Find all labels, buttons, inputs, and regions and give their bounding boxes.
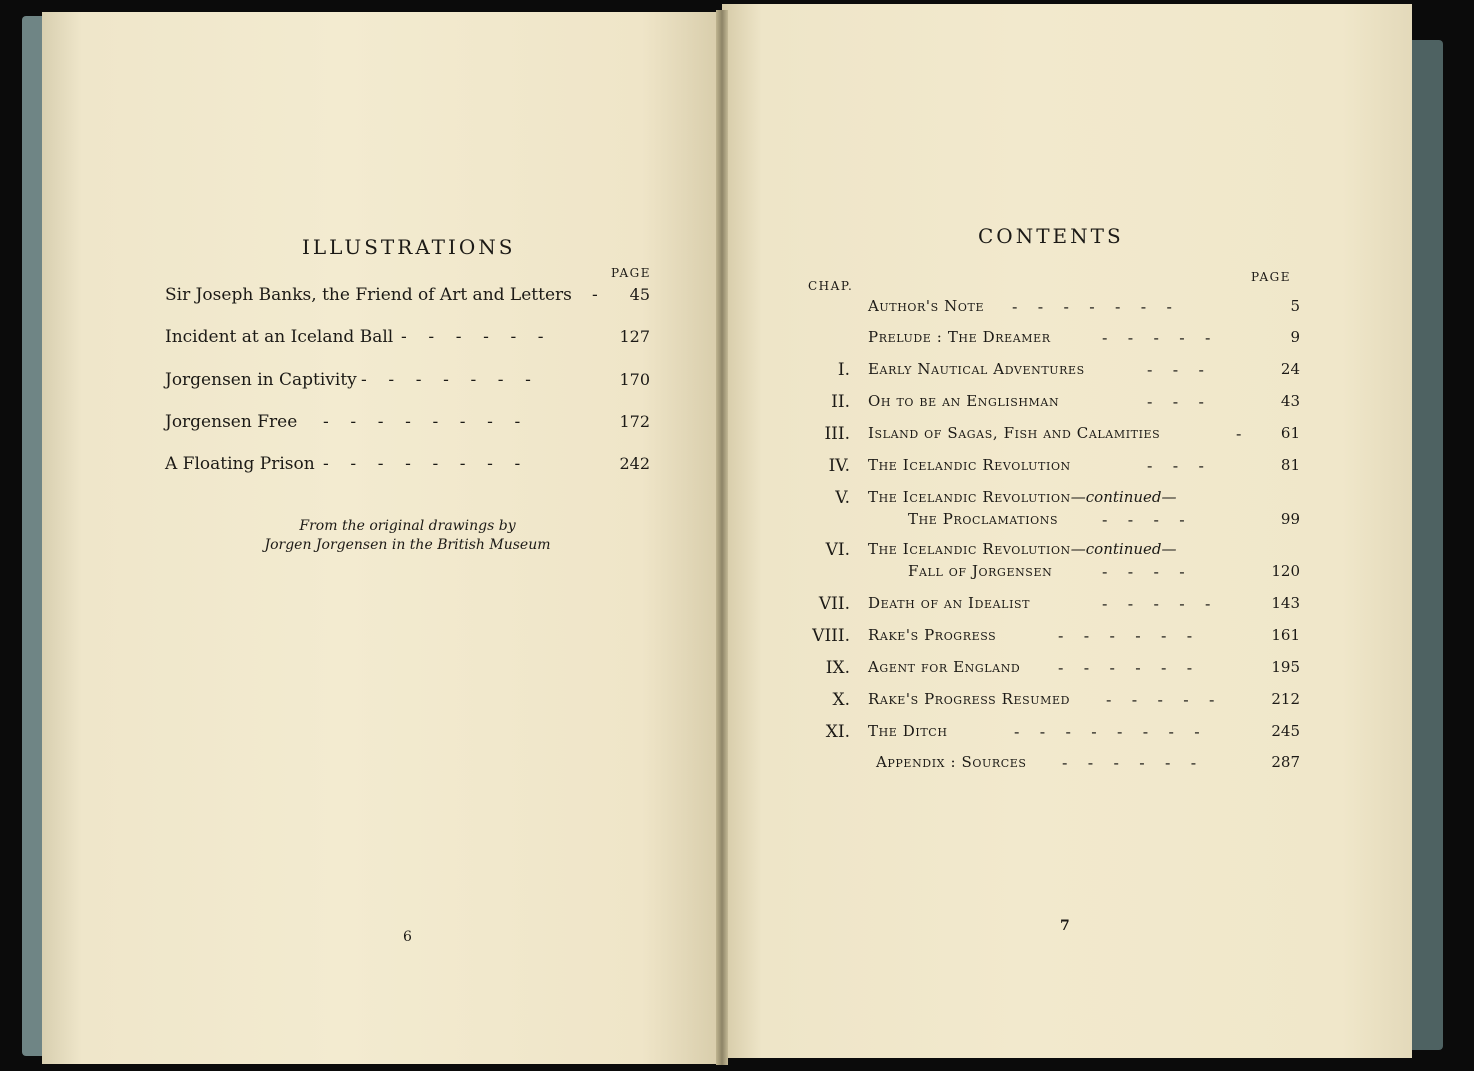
illustration-page: 45 xyxy=(629,285,650,304)
contents-entry xyxy=(790,488,1300,534)
chapter-title-main: The Icelandic Revolution xyxy=(868,540,1071,558)
illustration-row xyxy=(165,454,650,478)
illustrations-note-line1: From the original drawings by xyxy=(299,518,516,534)
contents-entry xyxy=(790,626,1300,650)
leader-dots: - - - - - xyxy=(1102,328,1211,347)
chapter-number: XI. xyxy=(825,722,850,742)
chapter-title: Rake's Progress xyxy=(868,626,997,644)
chapter-number: II. xyxy=(831,392,850,412)
illustration-page: 172 xyxy=(619,412,650,431)
chapter-subtitle: The Proclamations xyxy=(908,510,1059,528)
chapter-title: The Ditch xyxy=(868,722,948,740)
chapter-number: VI. xyxy=(825,540,850,560)
leader-dots: - - - - - - xyxy=(401,327,544,347)
chapter-title: Island of Sagas, Fish and Calamities xyxy=(868,424,1161,442)
chapter-title-continued: —continued— xyxy=(1070,540,1177,558)
chapter-title: Death of an Idealist xyxy=(868,594,1031,612)
chapter-title xyxy=(868,488,1177,506)
leader-dots: - - - xyxy=(1147,392,1204,411)
contents-entry xyxy=(790,360,1300,384)
chapter-page: 43 xyxy=(1280,392,1300,410)
contents-entry xyxy=(790,722,1300,746)
chapter-page: 161 xyxy=(1271,626,1300,644)
chapter-title: Appendix : Sources xyxy=(876,753,1027,771)
illustrations-note-line2: Jorgen Jorgensen in the British Museum xyxy=(264,537,551,553)
chapter-page: 99 xyxy=(1280,510,1300,528)
leader-dots: - - - - xyxy=(1102,510,1185,529)
contents-entry xyxy=(790,297,1300,321)
illustration-label: Jorgensen Free xyxy=(165,412,298,432)
leader-dots: - - - - - - xyxy=(1058,626,1193,645)
illustration-row xyxy=(165,285,650,309)
leader-dots: - xyxy=(1236,424,1242,443)
chapter-page: 143 xyxy=(1271,594,1300,612)
leader-dots: - - - - - - - - xyxy=(323,454,521,474)
chapter-page: 287 xyxy=(1271,753,1300,771)
illustration-page: 170 xyxy=(619,370,650,389)
leader-dots: - xyxy=(592,285,598,305)
book-gutter xyxy=(716,10,728,1065)
contents-entry xyxy=(790,594,1300,618)
leader-dots: - - - - - - - xyxy=(1012,297,1172,316)
contents-title: CONTENTS xyxy=(978,224,1124,248)
leader-dots: - - - - - - - - xyxy=(323,412,521,432)
illustration-row xyxy=(165,412,650,436)
illustration-page: 242 xyxy=(619,454,650,473)
illustration-label: Sir Joseph Banks, the Friend of Art and Letters xyxy=(165,285,572,305)
contents-entry xyxy=(790,392,1300,416)
chapter-page: 195 xyxy=(1271,658,1300,676)
leader-dots: - - - - - xyxy=(1102,594,1211,613)
chapter-title-main: The Icelandic Revolution xyxy=(868,488,1071,506)
chapter-number: IX. xyxy=(825,658,850,678)
illustration-label: A Floating Prison xyxy=(165,454,315,474)
contents-entry xyxy=(790,328,1300,352)
chapter-number: III. xyxy=(824,424,850,444)
illustrations-page-heading: PAGE xyxy=(611,266,651,280)
chapter-title: Oh to be an Englishman xyxy=(868,392,1060,410)
illustration-row xyxy=(165,327,650,351)
illustration-label: Jorgensen in Captivity xyxy=(165,370,357,390)
chapter-number: VIII. xyxy=(812,626,850,646)
chapter-number: VII. xyxy=(818,594,850,614)
chapter-title: Rake's Progress Resumed xyxy=(868,690,1071,708)
chapter-page: 9 xyxy=(1290,328,1300,346)
contents-entry xyxy=(790,658,1300,682)
chapter-number: X. xyxy=(832,690,850,710)
chapter-page: 5 xyxy=(1290,297,1300,315)
chapter-subtitle: Fall of Jorgensen xyxy=(908,562,1053,580)
contents-page-heading: PAGE xyxy=(1251,270,1291,284)
chapter-title: Early Nautical Adventures xyxy=(868,360,1085,378)
chapter-number: I. xyxy=(837,360,850,380)
chapter-page: 81 xyxy=(1280,456,1300,474)
leader-dots: - - - - - - - - xyxy=(1014,722,1200,741)
contents-entry xyxy=(790,456,1300,480)
chapter-page: 120 xyxy=(1271,562,1300,580)
chapter-title xyxy=(868,540,1177,558)
chapter-title: Prelude : The Dreamer xyxy=(868,328,1051,346)
contents-entry xyxy=(790,424,1300,448)
chapter-page: 212 xyxy=(1271,690,1300,708)
illustrations-title: ILLUSTRATIONS xyxy=(302,235,516,259)
leader-dots: - - - - - - xyxy=(1062,753,1197,772)
chapter-title: The Icelandic Revolution xyxy=(868,456,1071,474)
chapter-number: IV. xyxy=(828,456,850,476)
leader-dots: - - - xyxy=(1147,456,1204,475)
contents-entry xyxy=(790,753,1300,777)
chapter-title: Agent for England xyxy=(868,658,1021,676)
leader-dots: - - - - - - xyxy=(1058,658,1193,677)
illustration-label: Incident at an Iceland Ball xyxy=(165,327,394,347)
chapter-number: V. xyxy=(835,488,850,508)
illustration-page: 127 xyxy=(619,327,650,346)
leader-dots: - - - - - - - xyxy=(361,370,531,390)
leader-dots: - - - - xyxy=(1102,562,1185,581)
chapter-page: 24 xyxy=(1280,360,1300,378)
chapter-page: 245 xyxy=(1271,722,1300,740)
illustration-row xyxy=(165,370,650,394)
page-number-right: 7 xyxy=(1060,918,1070,934)
leader-dots: - - - xyxy=(1147,360,1204,379)
chapter-title-continued: —continued— xyxy=(1070,488,1177,506)
page-number-left: 6 xyxy=(403,929,412,945)
contents-entry xyxy=(790,690,1300,714)
leader-dots: - - - - - xyxy=(1106,690,1215,709)
contents-entry xyxy=(790,540,1300,586)
contents-chap-heading: CHAP. xyxy=(808,279,854,293)
chapter-title: Author's Note xyxy=(868,297,985,315)
chapter-page: 61 xyxy=(1280,424,1300,442)
